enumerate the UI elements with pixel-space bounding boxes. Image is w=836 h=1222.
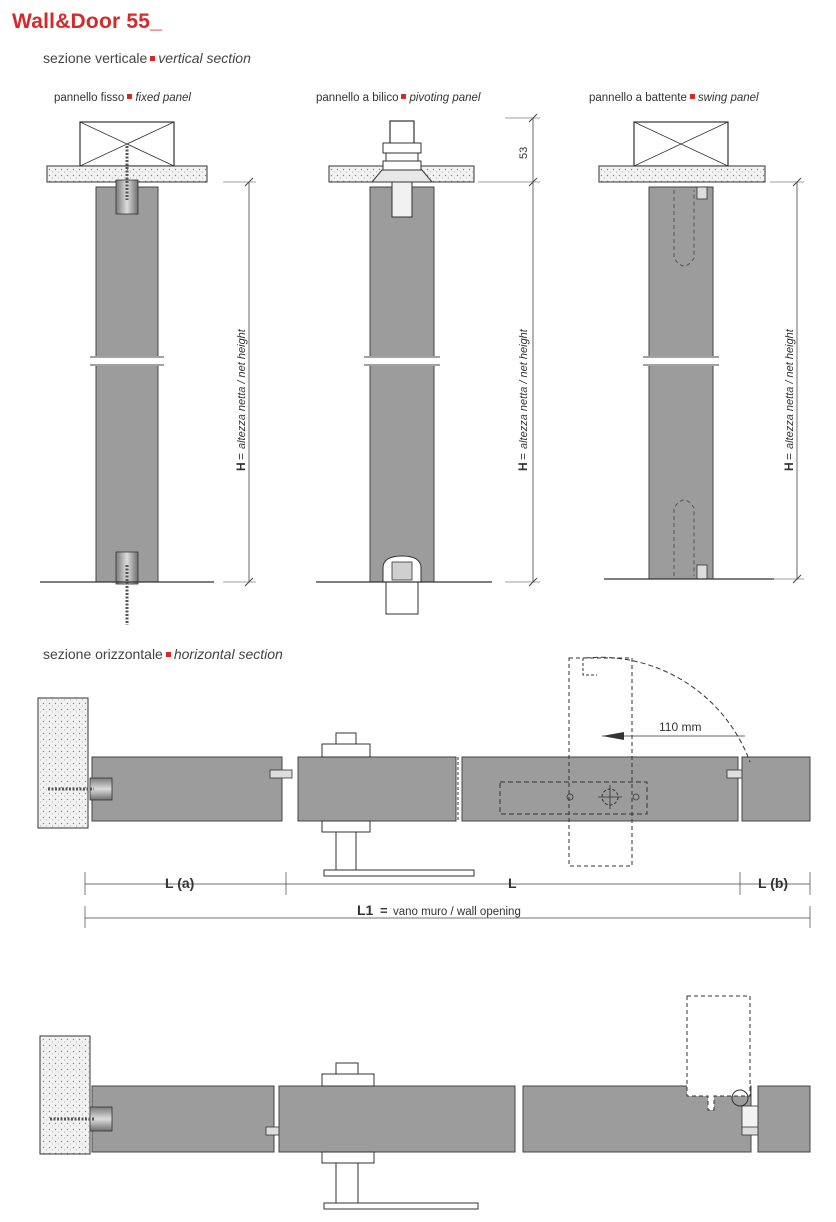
pivot-top-plate: [372, 170, 432, 182]
open-door-outline: [687, 996, 750, 1110]
swing-panel-drawing: [599, 122, 804, 583]
pivoting-panel-drawing: [316, 114, 540, 614]
dim-l1-label: vano muro / wall opening: [393, 906, 521, 918]
ceiling-slab: [599, 166, 765, 182]
pivot-floor-box: [386, 582, 418, 614]
pivoting-panel-label-it: pannello a bilico: [316, 92, 399, 104]
fixed-panel-label-en: fixed panel: [135, 92, 191, 104]
seal-joint: [270, 770, 292, 778]
top-dimension: 53: [518, 146, 530, 159]
dim-l1-eq: =: [380, 903, 388, 918]
pivot-top-fitting: [322, 1074, 374, 1086]
h-label: altezza netta / net height: [518, 329, 530, 449]
wall-anchor: [90, 778, 112, 800]
horizontal-section-label-it: sezione orizzontale: [43, 646, 163, 662]
swing-panel-plan: [462, 757, 738, 821]
fixed-panel-label-it: pannello fisso: [54, 92, 125, 104]
dim-l1: L1: [357, 902, 374, 918]
pivoting-panel-body: [370, 187, 434, 582]
pivot-panel-plan: [298, 757, 456, 821]
pivoting-panel-label-en: pivoting panel: [409, 92, 481, 104]
page-title: Wall&Door 55_: [12, 10, 163, 33]
end-panel-plan: [758, 1086, 810, 1152]
dim-lb: L (b): [758, 875, 789, 891]
vertical-section-label-en: vertical section: [158, 50, 251, 66]
vertical-section-label-it: sezione verticale: [43, 50, 148, 66]
h-eq: =: [516, 452, 530, 460]
h-eq: =: [234, 452, 248, 460]
horizontal-section-alt: [40, 996, 810, 1209]
h-symbol: H: [234, 462, 248, 471]
h-label: altezza netta / net height: [236, 329, 248, 449]
swing-dimension: 110 mm: [659, 720, 702, 734]
fixed-panel-plan: [92, 1086, 274, 1152]
fixed-panel-plan: [92, 757, 282, 821]
pivot-top-cap: [390, 121, 414, 145]
h-symbol: H: [782, 462, 796, 471]
pivot-bottom-fitting: [322, 1152, 374, 1163]
h-label: altezza netta / net height: [784, 329, 796, 449]
wall: [40, 1036, 90, 1154]
horizontal-section-closed: [38, 657, 810, 928]
end-panel-plan: [742, 757, 810, 821]
pivot-panel-plan: [279, 1086, 515, 1152]
swing-panel-label-it: pannello a battente: [589, 92, 687, 104]
swing-panel-label-en: swing panel: [697, 92, 759, 104]
swing-arc: [585, 657, 750, 762]
pivot-top-fitting: [322, 744, 370, 757]
wall: [38, 698, 88, 828]
horizontal-section-label-en: horizontal section: [173, 646, 283, 662]
floor-plate: [324, 870, 474, 876]
fixed-panel-drawing: [40, 122, 256, 625]
h-symbol: H: [516, 462, 530, 471]
pivot-bottom-fitting: [322, 821, 370, 832]
dim-l: L: [508, 875, 517, 891]
pivot-top-pin: [392, 182, 412, 217]
fixed-panel-body: [96, 187, 158, 582]
h-eq: =: [782, 452, 796, 460]
floor-plate: [324, 1203, 478, 1209]
dim-la: L (a): [165, 875, 195, 891]
swing-panel-body: [649, 187, 713, 579]
